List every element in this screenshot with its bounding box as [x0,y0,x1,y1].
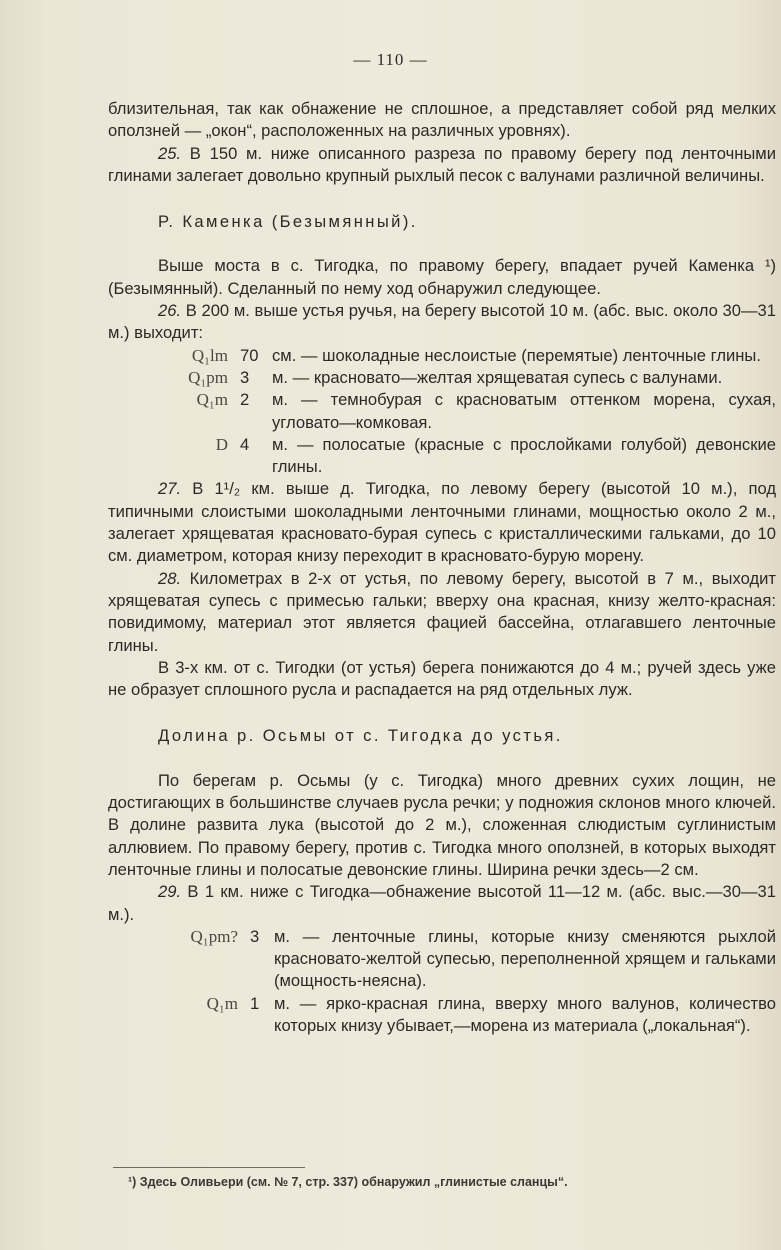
item-number: 25. [158,143,182,163]
item-number: 27. [158,479,182,499]
stratum-row [108,926,776,993]
section-heading-osma: Долина р. Осьмы от с. Тигодка до устья. [158,726,563,746]
page-body [108,98,776,1037]
paragraph-kamenka: Выше моста в с. Тигодка, по правому берегу, впадает ручей Каменка ¹) (Безымянный). Сделанный по нему ход обнаружил следующее. [108,256,776,298]
stratum-description: см. — шоколадные неслоистые (перемятые) ленточные глины. [272,345,761,365]
stratum-code: Q₁pm? [190,926,238,946]
paragraph-25: 25. В 150 м. ниже описанного разреза по правому берегу под ленточными глинами залегает довольно крупный рыхлый песок с валунами различной величины. [108,143,776,185]
stratum-row [108,993,776,1038]
footnote: ¹) Здесь Оливьери (см. № 7, стр. 337) обнаружил „глинистые сланцы“. [128,1175,568,1189]
stratum-description: м. — ярко-красная глина, вверху много валунов, количество которых книзу убывает,—морена из материала („локальная“). [274,993,776,1035]
stratum-thickness: 2 [240,390,250,410]
item-number: 29. [158,882,182,902]
stratum-description: м. — темнобурая с красноватым оттенком морена, сухая, угловато—комковая. [272,390,776,432]
stratum-row [108,389,776,434]
paragraph-osma: По берегам р. Осьмы (у с. Тигодка) много древних сухих лощин, не достигающих в большинстве случаев русла речки; у подножия склонов много ключей. В долине развита лука (высотой до 2 м.), сложенная слюдистым суглинистым аллювием. По правому берегу, против с. Тигодка много оползней, в которых выходят ленточные глины и полосатые девонские глины. Ширина речки здесь—2 см. [108,770,776,879]
paragraph-3km: В 3-х км. от с. Тигодки (от устья) берега понижаются до 4 м.; ручей здесь уже не образует сплошного русла и распадается на ряд отдельных луж. [108,657,776,700]
stratum-thickness: 70 [240,345,259,365]
item-number: 26. [158,301,182,321]
stratum-code: D [215,434,228,454]
stratum-row [108,434,776,479]
stratum-thickness: 3 [250,926,260,946]
stratum-code: Q₁pm [188,367,228,387]
stratum-thickness: 3 [240,367,250,387]
stratum-row [108,367,776,389]
spacer [108,748,776,770]
footnote-rule [113,1167,305,1168]
paragraph-26: 26. В 200 м. выше устья ручья, на берегу высотой 10 м. (абс. выс. около 30—31 м.) выходит: [108,301,776,343]
stratum-description: м. — полосатые (красные с прослойками голубой) девонские глины. [272,434,776,477]
spacer [108,187,776,211]
stratum-description: м. — ленточные глины, которые книзу сменяются рыхлой красновато-желтой супесью, переполненной хрящем и гальками (мощность-неясна). [274,926,776,991]
stratum-description: м. — красновато—желтая хрящеватая супесь с валунами. [272,367,723,387]
paragraph-27: 27. В 1¹/₂ км. выше д. Тигодка, по левому берегу (высотой 10 м.), под типичными слоистыми шоколадными ленточными глинами, мощностью около 2 м., залегает хрящеватая красновато-бурая супесь с кристаллическими гальками, до 10 см. диаметром, которая книзу переходит в красновато-бурую морену. [108,479,776,566]
page-number: — 110 — [353,50,428,69]
section-heading-kamenka: Р. Каменка (Безымянный). [158,212,418,232]
item-number: 28. [158,568,182,588]
spacer [108,701,776,725]
stratum-row [108,345,776,367]
paragraph-28: 28. Километрах в 2-х от устья, по левому берегу, высотой в 7 м., выходит хрящеватая супесь с примесью гальки; вверху она красная, книзу желто-красная: повидимому, материал этот является фацией бассейна, отлагавшего ленточные глины. [108,568,776,655]
stratum-code: Q₁m [206,993,238,1013]
stratum-code: Q₁m [196,390,228,410]
stratigraphy-table-26 [108,345,776,479]
paragraph-29: 29. В 1 км. ниже с Тигодка—обнажение высотой 11—12 м. (абс. выс.—30—31 м.). [108,882,776,924]
stratum-thickness: 4 [240,434,250,454]
paragraph-continuation: близительная, так как обнажение не сплошное, а представляет собой ряд мелких оползней — „окон“, расположенных на различных уровнях). [108,99,776,141]
stratigraphy-table-29 [108,926,776,1037]
spacer [108,233,776,255]
stratum-code: Q₁lm [191,345,228,365]
stratum-thickness: 1 [250,993,260,1013]
